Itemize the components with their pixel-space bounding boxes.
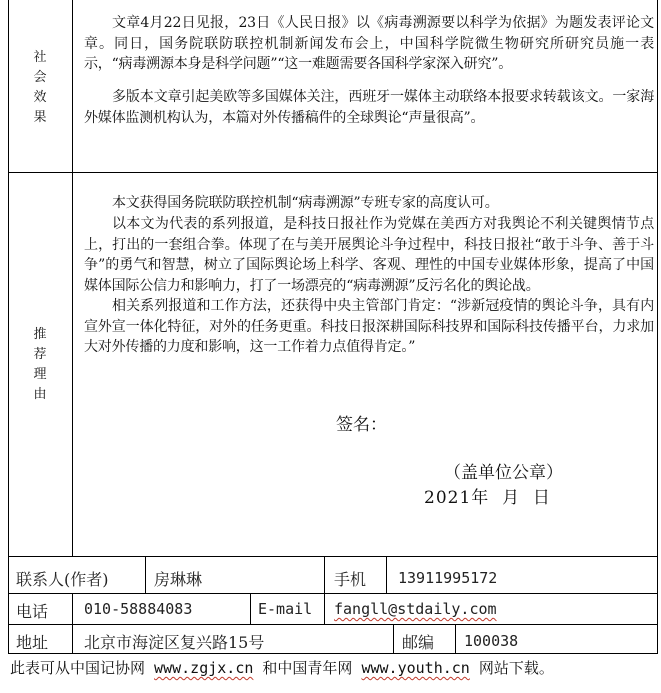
phone-label: 电话 — [16, 602, 49, 621]
download-note-prefix: 此表可从中国记协网 — [10, 659, 146, 677]
social-effect-label: 社 会 效 果 — [33, 50, 47, 125]
nomination-form — [8, 0, 658, 693]
download-note-suffix: 网站下载。 — [478, 659, 554, 677]
cell-divider — [386, 556, 387, 593]
phone-value[interactable]: 010-58884083 — [84, 600, 193, 618]
cell-divider — [393, 624, 394, 653]
mobile-label: 手机 — [334, 570, 367, 589]
download-note-middle: 和中国青年网 — [262, 659, 353, 677]
recommendation-paragraph: 本文获得国务院联防联控机制“病毒溯源”专班专家的高度认可。 — [112, 195, 499, 211]
cell-divider — [455, 624, 456, 653]
cell-divider — [72, 593, 73, 653]
section-divider — [8, 172, 658, 173]
stamp-label: （盖单位公章） — [444, 463, 563, 483]
recommendation-label: 推 荐 理 由 — [33, 327, 47, 402]
address-value[interactable]: 北京市海淀区复兴路15号 — [84, 633, 265, 652]
cell-divider — [250, 593, 251, 624]
social-effect-paragraph: 文章4月22日见报，23日《人民日报》以《病毒溯源要以科学为依据》为题发表评论文章。同日，国务院联防联控机制新闻发布会上，中国科学院微生物研究所研究员施一表示，“病毒溯源本身是科学问题”“这一难题需要各国科学家深入研究”。 — [84, 15, 654, 72]
recommendation-paragraph: 以本文为代表的系列报道，是科技日报社作为党媒在美西方对我舆论不利关键舆情节点上，打出的一套组合拳。体现了在与美开展舆论斗争过程中，科技日报社“敢于斗争、善于斗争”的勇气和智慧，树立了国际舆论场上科学、客观、理性的中国专业媒体形象，提高了中国媒体国际公信力和影响力，打了一场漂亮的“病毒溯源”反污名化的舆论战。 — [84, 216, 654, 294]
cell-divider — [324, 593, 325, 624]
postcode-value[interactable]: 100038 — [464, 632, 519, 650]
row-divider — [8, 593, 658, 594]
contact-person-value[interactable]: 房琳琳 — [154, 570, 203, 589]
recommendation-paragraph: 相关系列报道和工作方法，还获得中央主管部门肯定：“涉新冠疫情的舆论斗争，具有内宣外宣一体化特征，对外的任务更重。科技日报深耕国际科技界和国际科技传播平台，力求加大对外传播的力度和影响，这一工作着力点值得肯定。” — [84, 298, 654, 355]
postcode-label: 邮编 — [402, 633, 435, 652]
cell-divider — [145, 556, 146, 593]
download-note — [10, 657, 554, 678]
mobile-value[interactable]: 13911995172 — [398, 569, 498, 587]
row-divider — [8, 653, 658, 654]
date-label: 2021年 月 日 — [424, 488, 551, 508]
email-value[interactable]: fangll@stdaily.com — [334, 600, 497, 618]
row-divider — [8, 624, 658, 625]
cell-divider — [324, 556, 325, 593]
contact-person-label: 联系人(作者) — [16, 570, 109, 589]
youth-link[interactable]: www.youth.cn — [361, 659, 470, 677]
social-effect-paragraph: 多版本文章引起美欧等多国媒体关注，西班牙一媒体主动联络本报要求转载该文。一家海外媒体监测机构认为，本篇对外传播稿件的全球舆论“声量很高”。 — [84, 89, 654, 126]
email-label: E-mail — [258, 600, 313, 618]
zgjx-link[interactable]: www.zgjx.cn — [154, 659, 254, 677]
row-divider — [8, 556, 658, 557]
signature-label: 签名： — [336, 415, 387, 435]
label-column-divider — [72, 0, 73, 556]
address-label: 地址 — [16, 633, 49, 652]
